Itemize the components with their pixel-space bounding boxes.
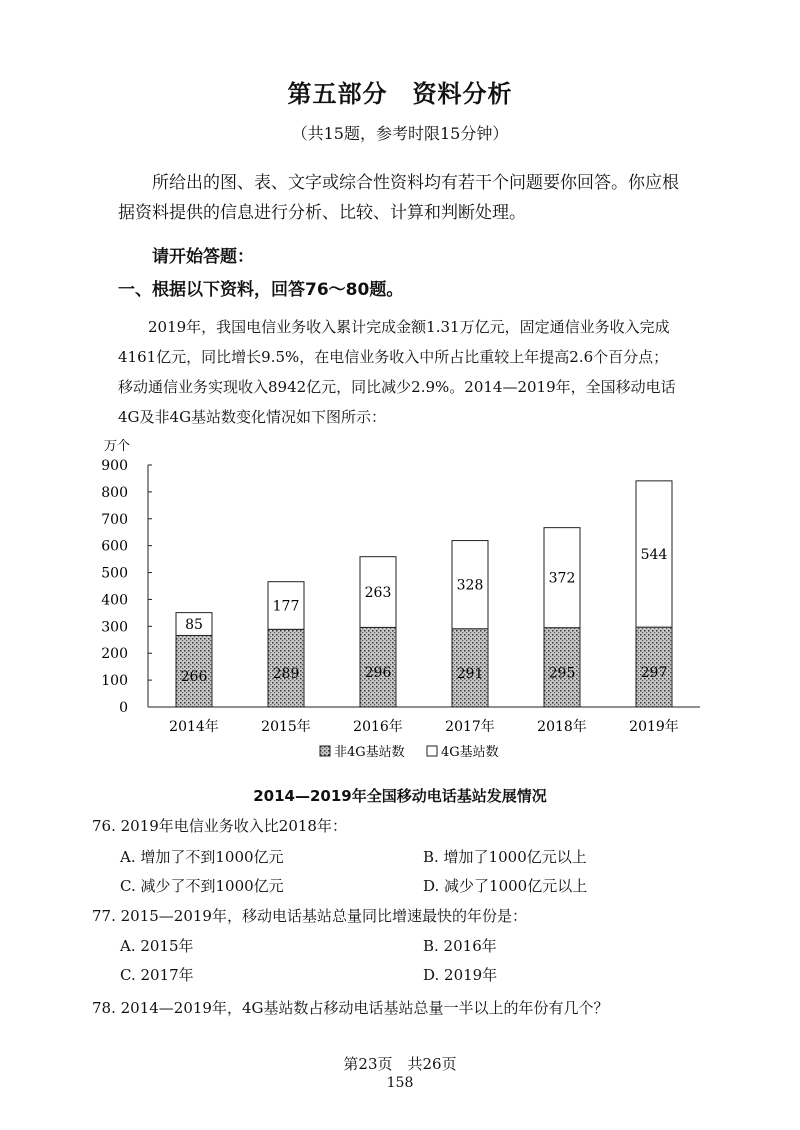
intro-line-1: 所给出的图、表、文字或综合性资料均有若干个问题要你回答。你应根 — [152, 173, 679, 193]
chart-bars — [169, 481, 679, 735]
section-heading: 一、根据以下资料，回答76～80题。 — [118, 280, 404, 300]
chart-caption: 2014—2019年全国移动电话基站发展情况 — [253, 787, 547, 805]
data-label-4g: 85 — [185, 617, 203, 634]
question-78-stem: 78. 2014—2019年，4G基站数占移动电话基站总量一半以上的年份有几个？ — [92, 999, 609, 1017]
x-tick-label: 2017年 — [445, 719, 495, 735]
data-label-non-4g: 296 — [364, 665, 392, 682]
passage-line-3: 移动通信业务实现收入8942亿元，同比减少2.9%。2014—2019年，全国移动电话 — [118, 378, 676, 396]
question-77-option-d[interactable]: D. 2019年 — [423, 966, 498, 984]
passage-line-1: 2019年，我国电信业务收入累计完成金额1.31万亿元，固定通信业务收入完成 — [148, 318, 670, 336]
y-tick-label: 700 — [101, 511, 128, 528]
y-tick-label: 800 — [101, 484, 128, 501]
question-77-option-b[interactable]: B. 2016年 — [423, 937, 497, 955]
x-tick-label: 2019年 — [629, 719, 679, 735]
question-76-option-d[interactable]: D. 减少了1000亿元以上 — [423, 877, 588, 895]
y-axis-unit-label: 万个 — [104, 439, 131, 454]
y-tick-label: 600 — [101, 538, 128, 555]
question-76-option-a[interactable]: A. 增加了不到1000亿元 — [120, 848, 284, 866]
question-76-option-b[interactable]: B. 增加了1000亿元以上 — [423, 848, 587, 866]
x-tick-label: 2015年 — [261, 719, 311, 735]
page-number: 158 — [386, 1075, 414, 1091]
y-tick-label: 300 — [101, 619, 128, 636]
intro-text — [118, 168, 722, 228]
y-tick-label: 100 — [101, 673, 128, 690]
data-label-non-4g: 297 — [640, 665, 668, 682]
start-label: 请开始答题： — [152, 247, 254, 267]
chart-legend — [320, 744, 499, 760]
question-77-option-c[interactable]: C. 2017年 — [120, 966, 194, 984]
passage-line-4: 4G及非4G基站数变化情况如下图所示： — [118, 408, 387, 426]
page-title: 第五部分 资料分析 — [287, 80, 513, 108]
legend-label-4g: 4G基站数 — [441, 745, 499, 760]
question-76-option-c[interactable]: C. 减少了不到1000亿元 — [120, 877, 284, 895]
page-footer: 第23页 共26页 — [343, 1055, 457, 1073]
y-tick-label: 400 — [101, 592, 128, 609]
x-tick-label: 2018年 — [537, 719, 587, 735]
data-label-non-4g: 289 — [272, 666, 300, 683]
question-76-stem: 76. 2019年电信业务收入比2018年： — [92, 817, 347, 835]
data-label-non-4g: 266 — [180, 669, 208, 686]
intro-line-2: 据资料提供的信息进行分析、比较、计算和判断处理。 — [118, 203, 526, 223]
question-77-option-a[interactable]: A. 2015年 — [120, 937, 194, 955]
data-label-non-4g: 291 — [456, 665, 484, 682]
data-label-4g: 263 — [364, 585, 392, 602]
data-label-4g: 328 — [456, 577, 484, 594]
data-label-4g: 372 — [548, 570, 576, 587]
passage-line-2: 4161亿元，同比增长9.5%，在电信业务收入中所占比重较上年提高2.6个百分点； — [118, 348, 669, 366]
x-tick-label: 2016年 — [353, 719, 403, 735]
question-77-stem: 77. 2015—2019年，移动电话基站总量同比增速最快的年份是： — [92, 907, 527, 925]
y-tick-label: 0 — [119, 700, 128, 716]
legend-label-non-4g: 非4G基站数 — [334, 745, 405, 760]
y-tick-label: 500 — [101, 565, 128, 582]
y-tick-label: 900 — [101, 458, 128, 474]
data-label-4g: 177 — [272, 598, 300, 615]
legend-swatch-non-4g — [320, 746, 330, 756]
stacked-bar-chart — [0, 430, 800, 780]
y-tick-label: 200 — [101, 646, 128, 663]
x-tick-label: 2014年 — [169, 719, 219, 735]
data-label-4g: 544 — [640, 547, 668, 564]
data-label-non-4g: 295 — [548, 665, 576, 682]
legend-swatch-4g — [427, 746, 437, 756]
passage — [118, 312, 724, 432]
page-subtitle: （共15题，参考时限15分钟） — [291, 124, 509, 143]
